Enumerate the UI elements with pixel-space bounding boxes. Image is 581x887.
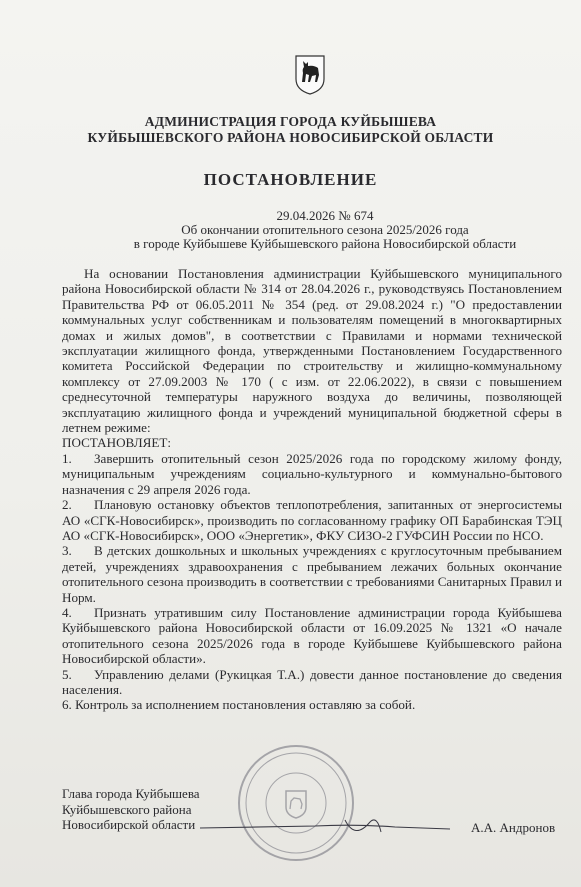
list-item — [62, 543, 562, 605]
position-line-3: Новосибирской области — [62, 817, 196, 832]
subject-line-1: Об окончании отопительного сезона 2025/2026 года — [181, 222, 469, 237]
item-text: Признать утратившим силу Постановление администрации города Куйбышева Куйбышевского района Новосибирской области от 16.09.2025 № 1321 «О начале отопительного сезона 2025/2026 года в городе Куйбышеве Куйбышевского района Новосибирской области». — [62, 604, 562, 667]
decree-word: ПОСТАНОВЛЯЕТ: — [62, 435, 172, 451]
item-number: 3. — [62, 543, 72, 559]
position-line-2: Куйбышевского района — [62, 801, 192, 817]
item-number: 1. — [62, 450, 72, 466]
subject-line-2: в городе Куйбышеве Куйбышевского района Новосибирской области — [133, 236, 517, 251]
org-name-line-1: АДМИНИСТРАЦИЯ ГОРОДА КУЙБЫШЕВА — [144, 114, 437, 129]
list-item — [62, 697, 562, 712]
list-item — [62, 451, 562, 497]
list-item — [62, 497, 562, 543]
document-body — [62, 266, 562, 713]
item-number: 4. — [62, 604, 72, 620]
list-item — [62, 605, 562, 667]
item-number: 2. — [62, 497, 72, 513]
signatory-position — [62, 786, 200, 833]
position-line-1: Глава города Куйбышева — [62, 786, 200, 801]
preamble: На основании Постановления администрации Куйбышевского муниципального района Новосибирской области № 314 от 28.04.2026 г., руководствуясь Постановлением Правительства РФ от 06.05.2011 № 354 (ред. от 29.08.2024 г.) "О предоставлении коммунальных услуг собственникам и пользователям помещений в многоквартирных домах и жилых домов", в соответствии с Правилами и нормами технической эксплуатации жилищного фонда, утвержденными Постановлением Государственного комитета Российской Федерации по строительству и жилищно-коммунальному комплексу от 27.09.2003 № 170 ( с изм. от 22.06.2022), в связи с повышением среднесуточной температуры наружного воздуха до величины, позволяющей эксплуатацию жилищного фонда и учреждений муниципальной бюджетной сферы в летнем режиме: — [62, 266, 562, 436]
coat-of-arms-icon — [294, 55, 326, 95]
signature-mark-icon — [195, 810, 455, 850]
date-number: 29.04.2026 № 674 — [276, 208, 374, 223]
item-text: Завершить отопительный сезон 2025/2026 года по городскому жилому фонду, муниципальным учреждениям социально-культурного и коммунально-бытового назначения с 29 апреля 2026 года. — [62, 450, 562, 497]
item-text: 6. Контроль за исполнением постановления оставляю за собой. — [62, 697, 416, 713]
item-text: Плановую остановку объектов теплопотребления, запитанных от энергосистемы АО «СГК-Новосибирск», производить по согласованному графику ОП Барабинская ТЭЦ АО «СГК-Новосибирск», ООО «Энергетик», ФКУ СИЗО-2 ГУФСИН России по НСО. — [62, 497, 562, 543]
item-text: В детских дошкольных и школьных учреждениях с круглосуточным пребыванием детей, учреждениях здравоохранения с пребыванием лежачих больных окончание отопительного сезона производить в соответствии с требованиями Санитарных Правил и Норм. — [62, 543, 562, 605]
list-item — [62, 667, 562, 698]
item-text: Управлению делами (Рукицкая Т.А.) довести данное постановление до сведения населения. — [62, 666, 562, 697]
document-title: ПОСТАНОВЛЕНИЕ — [203, 170, 378, 189]
signatory-name: А.А. Андронов — [471, 820, 556, 835]
item-number: 5. — [62, 666, 72, 682]
org-name-line-2: КУЙБЫШЕВСКОГО РАЙОНА НОВОСИБИРСКОЙ ОБЛАСТИ — [87, 130, 494, 145]
